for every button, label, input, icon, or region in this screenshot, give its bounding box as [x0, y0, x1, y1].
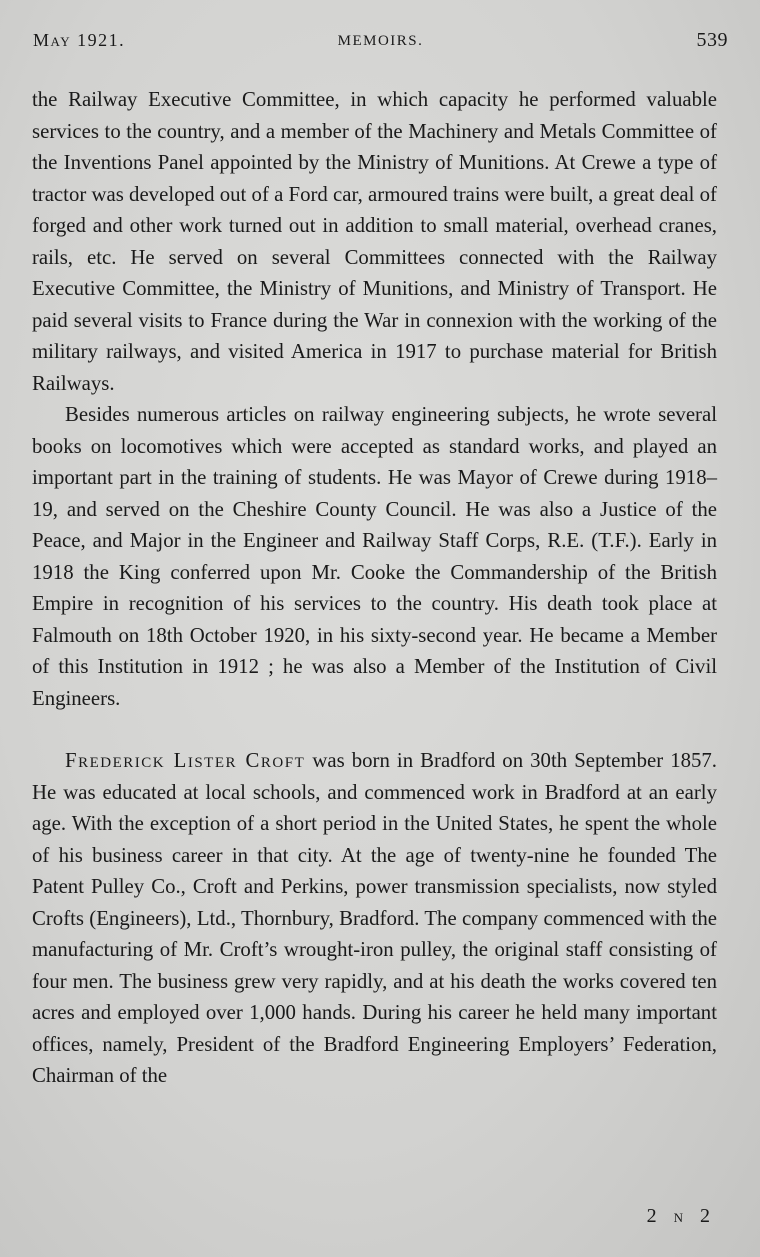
signature-mark	[647, 1205, 716, 1228]
cooke-paragraph-1: the Railway Executive Committee, in which capacity he performed valuable services to the country, and a member of the Machinery and Metals Committee of the Inventions Panel appointed by the Ministry of Munitions. At Crewe a type of tractor was developed out of a Ford car, armoured trains were built, a great deal of forged and other work turned out in addition to small material, overhead cranes, rails, etc. He served on several Committees connected with the Railway Executive Committee, the Ministry of Munitions, and Ministry of Transport. He paid several visits to France during the War in connexion with the working of the military railways, and visited America in 1917 to purchase material for British Railways.	[32, 88, 717, 395]
signature-part-c: 2	[700, 1205, 716, 1227]
memoir-separator	[32, 714, 717, 745]
signature-part-a: 2	[646, 1205, 663, 1227]
page-number: 539	[696, 29, 728, 51]
body-text	[32, 84, 717, 1092]
cooke-paragraph-2: Besides numerous articles on railway engineering subjects, he wrote several books on locomotives which were accepted as standard works, and played an important part in the training of students. He was Mayor of Crewe during 1918–19, and served on the Cheshire County Council. He was also a Justice of the Peace, and Major in the Engineer and Railway Staff Corps, R.E. (T.F.). Early in 1918 the King conferred upon Mr. Cooke the Commandership of the British Empire in recognition of his services to the country. His death took place at Falmouth on 18th October 1920, in his sixty-second year. He became a Member of this Institution in 1912 ; he was also a Member of the Institution of Civil Engineers.	[32, 403, 717, 710]
croft-text: was born in Bradford on 30th September 1857. He was educated at local schools, and commenced work in Bradford at an early age. With the exception of a short period in the United States, he spent the whole of his business career in that city. At the age of twenty-nine he founded The Patent Pulley Co., Croft and Perkins, power transmission specialists, now styled Crofts (Engineers), Ltd., Thornbury, Bradford. The company commenced with the manufacturing of Mr. Croft’s wrought-iron pulley, the original staff consisting of four men. The business grew very rapidly, and at his death the works covered ten acres and employed over 1,000 hands. During his career he held many important offices, namely, President of the Bradford Engineering Employers’ Federation, Chairman of the	[32, 749, 717, 1087]
croft-paragraph-1	[32, 745, 717, 1092]
signature-part-b: N	[673, 1210, 689, 1225]
croft-name: Frederick Lister Croft	[65, 749, 306, 772]
header-date: May 1921.	[33, 30, 126, 50]
running-head	[33, 30, 728, 56]
header-section-title: MEMOIRS.	[337, 33, 424, 49]
